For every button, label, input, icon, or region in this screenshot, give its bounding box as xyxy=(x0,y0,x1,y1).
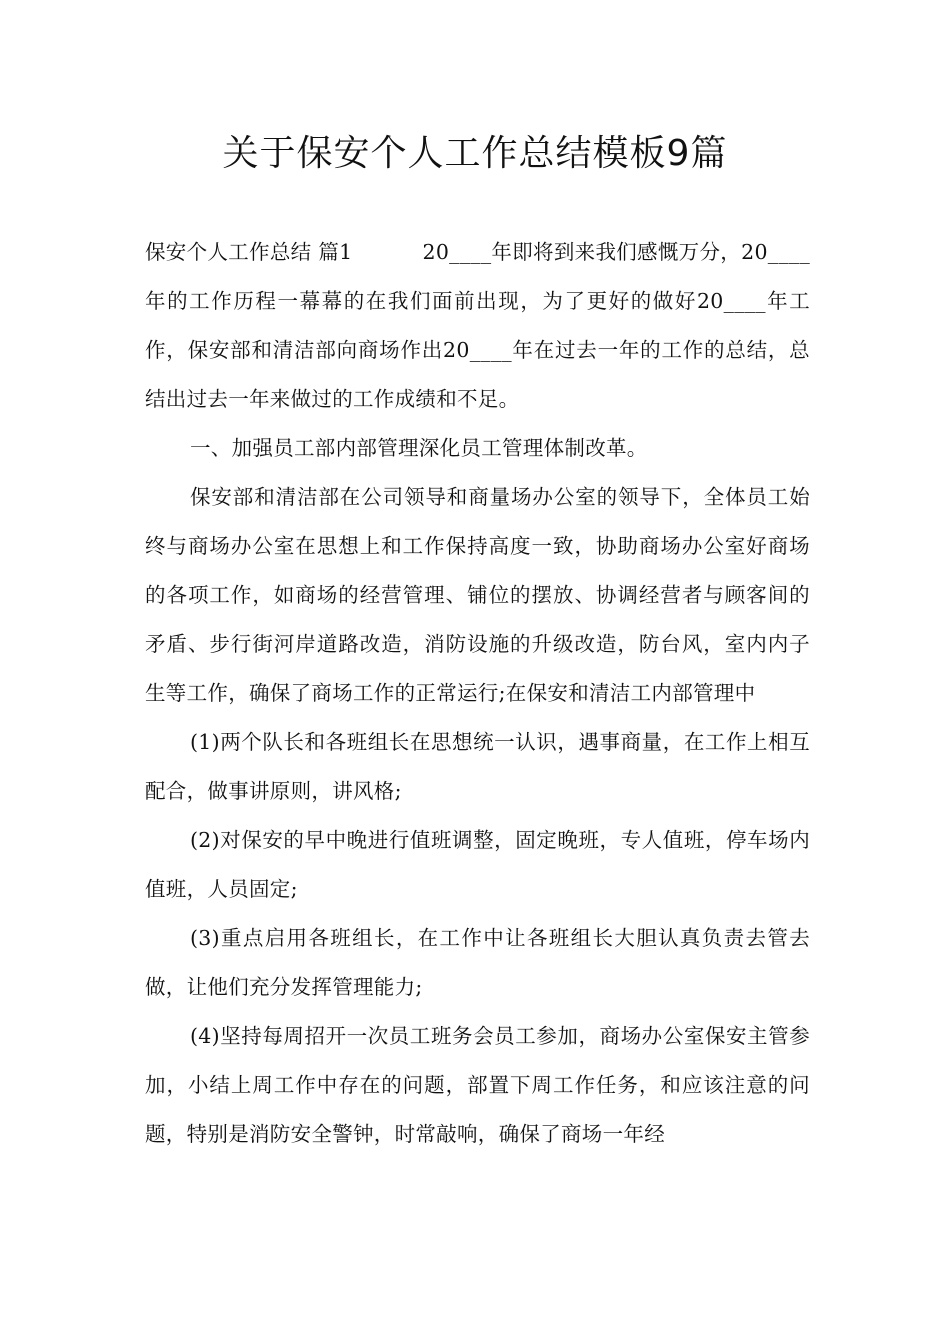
paragraph: (3)重点启用各班组长，在工作中让各班组长大胆认真负责去管去做，让他们充分发挥管理能力; xyxy=(145,926,810,999)
document-title: 关于保安个人工作总结模板9篇 xyxy=(222,133,728,174)
document-body xyxy=(145,228,810,1159)
paragraph: (4)坚持每周招开一次员工班务会员工参加，商场办公室保安主管参加，小结上周工作中存在的问题，部置下周工作任务，和应该注意的问题，特别是消防安全警钟，时常敲响，确保了商场一年经 xyxy=(145,1024,810,1146)
paragraph-text: 20____年即将到来我们感慨万分，20____年的工作历程一幕幕的在我们面前出现，为了更好的做好20____年工作，保安部和清洁部向商场作出20____年在过去一年的工作的总结，总结出过去一年来做过的工作成绩和不足。 xyxy=(145,240,811,411)
paragraph: 保安部和清洁部在公司领导和商量场办公室的领导下，全体员工始终与商场办公室在思想上和工作保持高度一致，协助商场办公室好商场的各项工作，如商场的经营管理、铺位的摆放、协调经营者与顾客间的矛盾、步行街河岸道路改造，消防设施的升级改造，防台风，室内内子生等工作，确保了商场工作的正常运行;在保安和清洁工内部管理中 xyxy=(145,485,810,705)
paragraph: (2)对保安的早中晚进行值班调整，固定晚班，专人值班，停车场内值班，人员固定; xyxy=(145,828,810,901)
paragraph: (1)两个队长和各班组长在思想统一认识，遇事商量，在工作上相互配合，做事讲原则，讲风格; xyxy=(145,730,810,803)
section-heading: 保安个人工作总结 篇1 xyxy=(145,240,353,264)
intro-paragraph xyxy=(145,228,810,424)
paragraph: 一、加强员工部内部管理深化员工管理体制改革。 xyxy=(190,436,648,460)
